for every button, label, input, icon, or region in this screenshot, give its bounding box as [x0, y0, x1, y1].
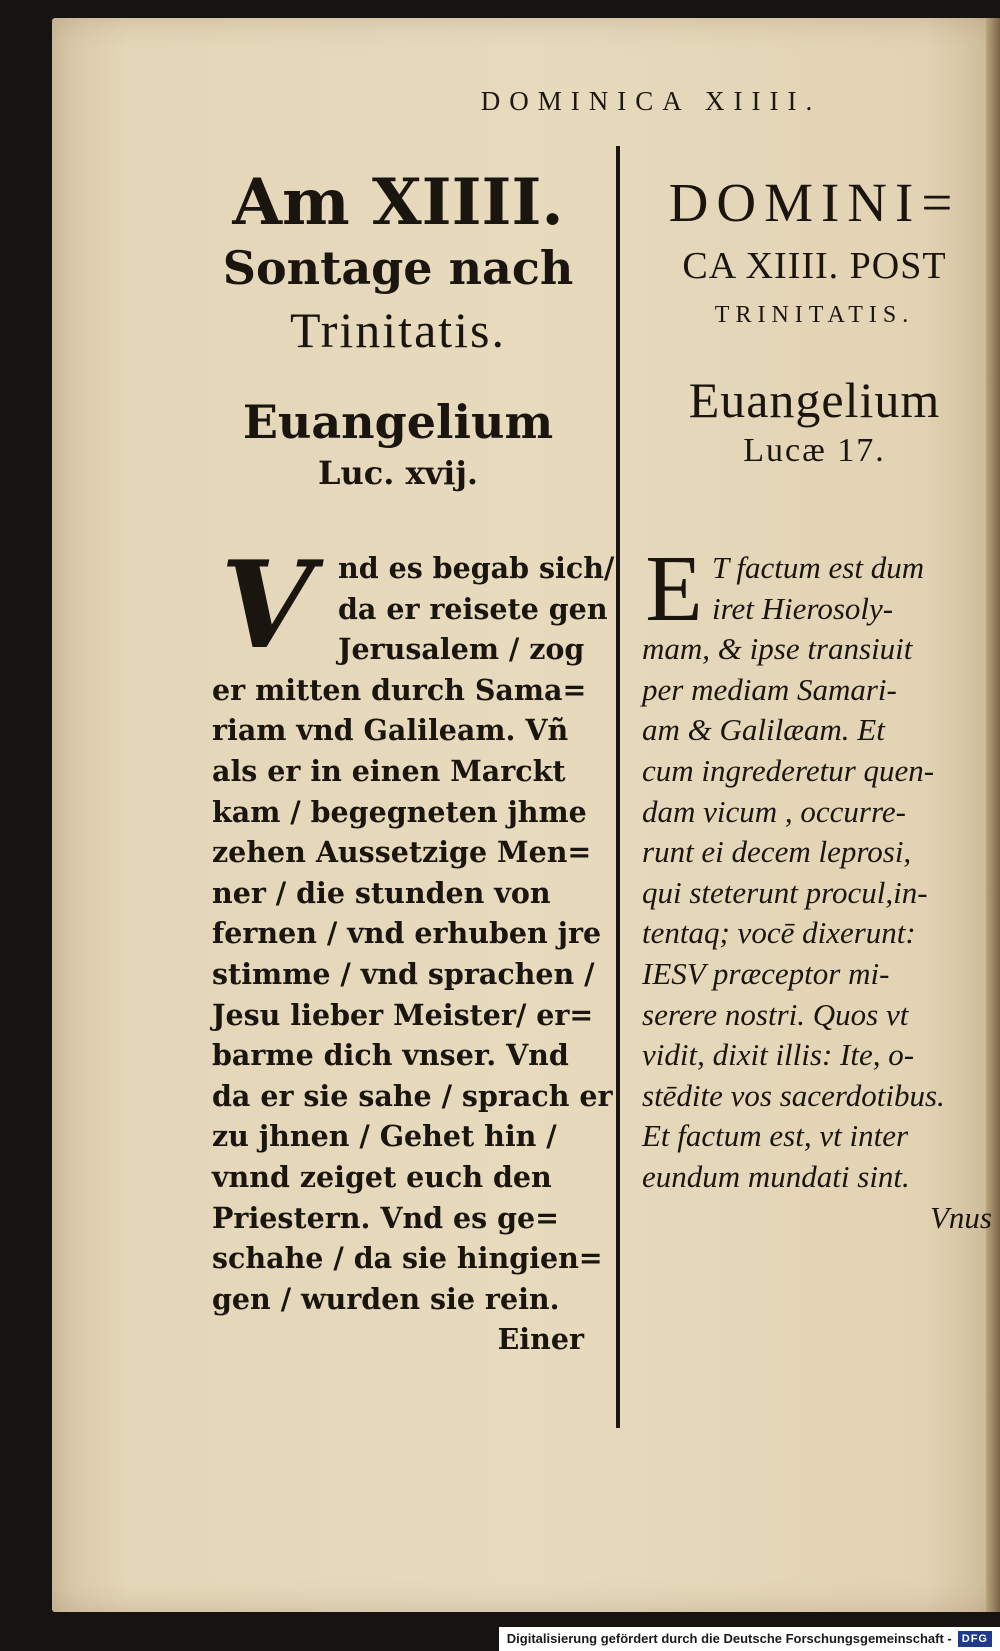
german-line: ner / die stunden von	[212, 875, 551, 910]
german-title-line1: Am XIIII.	[232, 165, 564, 240]
dfg-logo: DFG	[958, 1631, 992, 1647]
german-line: Priestern. Vnd es ge=	[212, 1200, 560, 1235]
german-title-line2: Sontage nach	[222, 241, 574, 295]
running-head: DOMINICA XIIII.	[480, 86, 822, 116]
german-line: gen / wurden sie rein.	[212, 1281, 560, 1316]
german-line: Jerusalem / zog	[338, 632, 585, 667]
german-reference: Luc. xvij.	[317, 454, 479, 492]
german-line: fernen / vnd erhuben jre	[212, 916, 602, 951]
latin-line: per mediam Samari-	[642, 671, 897, 707]
german-line: da er reisete gen	[338, 591, 608, 626]
latin-line: serere nostri. Quos vt	[642, 996, 909, 1032]
latin-line: IESV præceptor mi-	[642, 955, 890, 991]
german-line: nd es begab sich/	[338, 551, 615, 585]
latin-line: dam vicum , occurre-	[642, 793, 906, 829]
german-line: da er sie sahe / sprach er	[212, 1078, 613, 1113]
german-line: zu jhnen / Gehet hin /	[212, 1119, 557, 1154]
latin-line: T factum est dum	[712, 550, 925, 585]
german-line: barme dich vnser. Vnd	[212, 1038, 569, 1073]
latin-catchword: Vnus	[930, 1199, 992, 1235]
german-line: zehen Aussetzige Men=	[212, 835, 592, 870]
latin-line: mam, & ipse transiuit	[642, 631, 913, 667]
german-line: er mitten durch Sama=	[212, 672, 587, 707]
latin-gospel-heading: Euangelium	[688, 372, 941, 428]
latin-gospel-text	[642, 537, 992, 1238]
latin-heading	[637, 168, 992, 472]
german-line: vnnd zeiget euch den	[212, 1159, 552, 1194]
latin-line: stēdite vos sacerdotibus.	[642, 1077, 945, 1113]
german-line: kam / begegneten jhme	[212, 794, 587, 829]
latin-line: qui steterunt procul,in-	[642, 874, 928, 910]
book-page	[52, 18, 1000, 1612]
latin-line: tentaq; vocē dixerunt:	[642, 915, 916, 951]
footer-text: Digitalisierung gefördert durch die Deutsche Forschungsgemeinschaft -	[506, 1631, 952, 1646]
latin-line: Et factum est, vt inter	[642, 1118, 909, 1154]
german-line: als er in einen Marckt	[212, 753, 566, 788]
german-gospel-text	[212, 535, 615, 1360]
latin-line: eundum mundati sint.	[642, 1158, 910, 1194]
latin-title-line2: CA XIIII. POST	[682, 245, 947, 287]
latin-reference: Lucæ 17.	[743, 432, 886, 469]
german-line: riam vnd Galileam. Vñ	[212, 713, 569, 748]
german-line: stimme / vnd sprachen /	[212, 956, 595, 991]
german-line: Jesu lieber Meister/ er=	[212, 997, 594, 1032]
latin-title-line1: DOMINI=	[668, 172, 961, 233]
german-title-line3: Trinitatis.	[289, 302, 507, 358]
funding-footer	[499, 1627, 1000, 1651]
german-decorated-initial: V	[220, 535, 314, 676]
german-line: schahe / da sie hingien=	[212, 1241, 603, 1276]
latin-line: iret Hierosoly-	[712, 590, 894, 626]
latin-line: vidit, dixit illis: Ite, o-	[642, 1037, 915, 1073]
latin-decorated-initial: E	[645, 537, 703, 641]
german-gospel-heading: Euangelium	[242, 395, 554, 449]
german-heading	[212, 165, 584, 494]
latin-line: am & Galilæam. Et	[642, 712, 885, 748]
column-divider	[616, 146, 620, 1428]
latin-line: runt ei decem leprosi,	[642, 834, 912, 870]
german-catchword: Einer	[497, 1322, 584, 1357]
latin-title-line3: TRINITATIS.	[714, 302, 915, 328]
latin-line: cum ingrederetur quen-	[642, 752, 935, 788]
